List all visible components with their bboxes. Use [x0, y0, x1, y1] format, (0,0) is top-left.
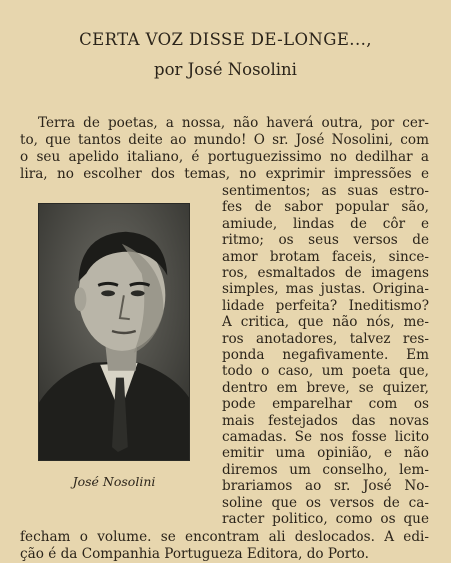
paragraph-line: ritmo; os seus versos de: [222, 232, 429, 249]
photo-caption: José Nosolini: [72, 474, 156, 489]
paragraph-line: fes de sabor popular são,: [222, 199, 429, 216]
portrait-photo: [38, 203, 190, 461]
paragraph-line: dentro em breve, se quizer,: [222, 379, 429, 396]
paragraph-line: ros, esmaltados de imagens: [222, 265, 429, 281]
paragraph-line: emitir uma opinião, e não: [222, 445, 429, 462]
paragraph-line: mais festejados das novas: [222, 412, 429, 429]
paragraph-line: brariamos ao sr. José No-: [222, 478, 429, 495]
paragraph-line: fecham o volume. se encontram ali deslocados. A edi-: [20, 529, 429, 545]
paragraph-line: ção é da Companhia Portugueza Editora, do Porto.: [20, 546, 369, 562]
paragraph-line: camadas. Se nos fosse licito: [222, 429, 429, 445]
paragraph-line: pode emparelhar com os: [222, 396, 429, 413]
paragraph-line: simples, mas justas. Origina-: [222, 281, 429, 298]
paragraph-line: diremos um conselho, lem-: [222, 461, 429, 478]
paragraph-line: amiude, lindas de côr e: [222, 215, 429, 232]
paragraph-line: ponda negafivamente. Em: [222, 347, 429, 363]
paragraph-line: soline que os versos de ca-: [222, 494, 429, 511]
paragraph-line: lidade perfeita? Ineditismo?: [222, 297, 429, 314]
paragraph-line: Terra de poetas, a nossa, não haverá outra, por cer-: [38, 115, 429, 131]
article-byline: por José Nosolini: [154, 60, 297, 79]
paragraph-line: sentimentos; as suas estro-: [222, 183, 429, 199]
paragraph-line: todo o caso, um poeta que,: [222, 363, 429, 380]
article-title: CERTA VOZ DISSE DE-LONGE...,: [79, 30, 372, 49]
paragraph-line: racter politico, como os que: [222, 511, 429, 527]
portrait-illustration: [39, 204, 189, 460]
paragraph-line: lira, no escolher dos temas, no exprimir impressões e: [20, 166, 429, 182]
paragraph-line: amor brotam faceis, since-: [222, 248, 429, 265]
paragraph-line: ros anotadores, talvez res-: [222, 330, 429, 347]
paragraph-line: to, que tantos deite ao mundo! O sr. José Nosolini, com: [20, 132, 429, 148]
paragraph-line: o seu apelido italiano, é portuguezissimo no dedilhar a: [20, 149, 429, 165]
paragraph-line: A critica, que não nós, me-: [222, 314, 429, 331]
